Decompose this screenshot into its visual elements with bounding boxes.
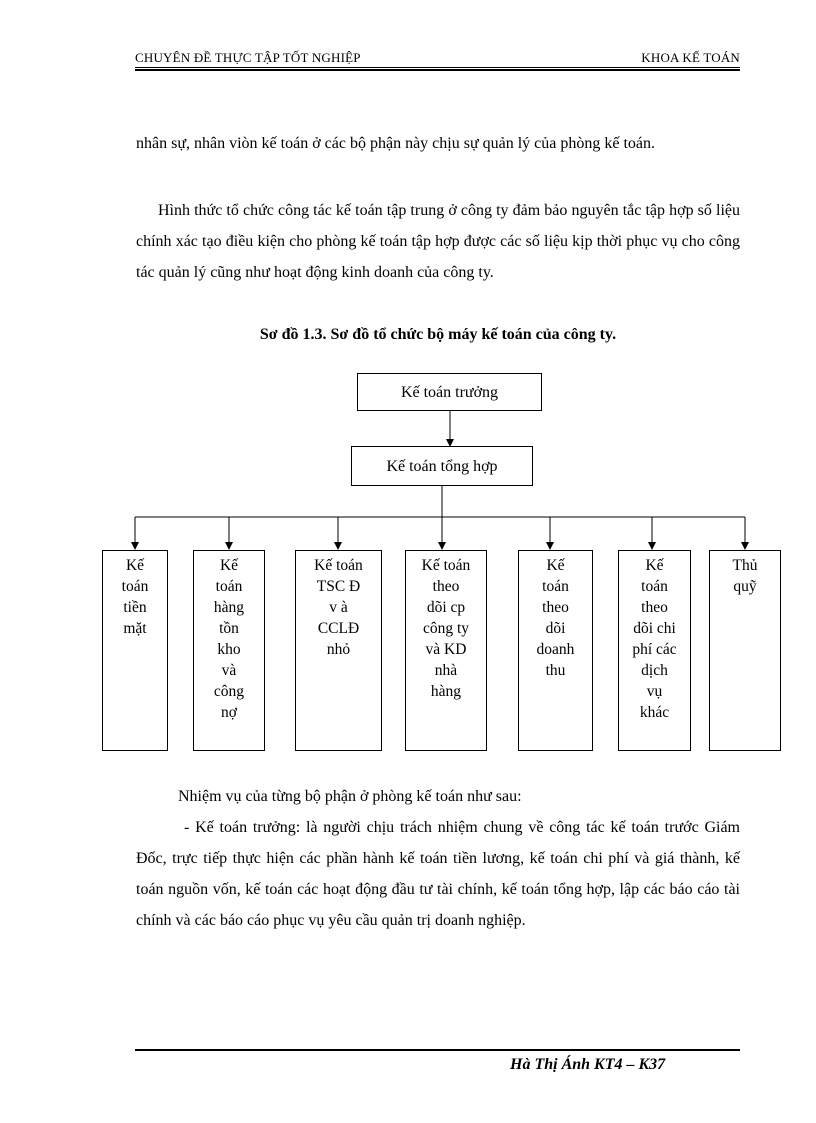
department-label-line: và KD xyxy=(425,641,467,658)
paragraph-2-text: Hình thức tổ chức công tác kế toán tập trung ở công ty đảm bảo nguyên tắc tập hợp số liệu chính xác tạo điều kiện cho phòng kế toán tập hợp được các số liệu kịp thời phục vụ cho công tác quản lý cũng như hoạt động kinh doanh của công ty. xyxy=(136,202,740,281)
department-label-line: doanh xyxy=(536,641,575,658)
department-label-line: khác xyxy=(639,704,670,721)
department-label-line: nhà xyxy=(434,662,458,679)
department-label-line: mặt xyxy=(123,620,147,637)
department-label-line: vụ xyxy=(646,683,663,700)
department-label-line: phí các xyxy=(632,641,677,658)
department-label-line: quỹ xyxy=(733,578,757,595)
department-label-line: dõi xyxy=(545,620,566,637)
box-fixed-assets-accountant xyxy=(295,550,382,751)
department-label-line: v à xyxy=(329,599,348,616)
department-label-line: toán xyxy=(542,578,569,595)
department-label-line: Kế xyxy=(125,557,145,574)
box-cash-accountant xyxy=(102,550,168,751)
department-label-line: toán xyxy=(641,578,668,595)
department-label-line: theo xyxy=(432,578,460,595)
department-label-line: dõi cp xyxy=(426,599,466,616)
department-label-line: TSC Đ xyxy=(316,578,361,595)
department-label-line: CCLĐ xyxy=(317,620,360,637)
department-label-line: nhỏ xyxy=(326,641,351,658)
department-label-line: Kế xyxy=(546,557,565,574)
department-label-line: Kế xyxy=(645,557,664,574)
paragraph-4-text: - Kế toán trưởng: là người chịu trách nhiệm chung về công tác kế toán trước Giám Đốc, trực tiếp thực hiện các phần hành kế toán tiền lương, kế toán chi phí và giá thành, kế toán nguồn vốn, kế toán các hoạt động đầu tư tài chính, kế toán tổng hợp, lập các báo cáo tài chính và các báo cáo phục vụ yêu cầu quản trị doanh nghiệp. xyxy=(136,819,740,929)
department-label-line: công xyxy=(213,683,245,700)
department-label-line: kho xyxy=(217,641,241,658)
department-label-line: toán xyxy=(215,578,243,595)
paragraph-4 xyxy=(136,812,740,936)
department-label-line: tồn xyxy=(219,620,239,637)
department-label-line: theo xyxy=(542,599,569,616)
department-label-line: hàng xyxy=(213,599,245,616)
box-general-accountant: Kế toán tổng hợp xyxy=(351,446,533,486)
department-label-line: Kế toán xyxy=(421,557,471,574)
box-chief-accountant: Kế toán trưởng xyxy=(357,373,542,411)
department-label-line: theo xyxy=(641,599,668,616)
box-inventory-debt-accountant xyxy=(193,550,265,751)
paragraph-3 xyxy=(136,781,740,812)
department-label-line: thu xyxy=(545,662,566,679)
department-label-line: công ty xyxy=(422,620,470,637)
department-label-line: và xyxy=(221,662,237,679)
department-label-line: Thủ xyxy=(732,557,758,574)
diagram-caption: Sơ đồ 1.3. Sơ đồ tổ chức bộ máy kế toán của công ty. xyxy=(259,326,617,343)
department-label-line: nợ xyxy=(221,704,237,721)
department-label-line: dõi chi xyxy=(633,620,676,637)
box-treasurer xyxy=(709,550,781,751)
header-left-title: CHUYÊN ĐỀ THỰC TẬP TỐT NGHIỆP xyxy=(135,50,361,65)
paragraph-1: nhân sự, nhân viòn kế toán ở các bộ phận này chịu sự quản lý của phòng kế toán. xyxy=(136,135,656,152)
department-label-line: hàng xyxy=(430,683,462,700)
paragraph-3-text: Nhiệm vụ của từng bộ phận ở phòng kế toán như sau: xyxy=(178,788,522,805)
department-label-line: toán xyxy=(121,578,149,595)
footer-rule xyxy=(135,1049,740,1051)
department-label-line: Kế xyxy=(219,557,239,574)
box-service-cost-accountant xyxy=(618,550,691,751)
box-revenue-accountant xyxy=(518,550,593,751)
department-label-line: tiền xyxy=(123,599,147,616)
department-label-line: Kế toán xyxy=(314,557,363,574)
header-right-title: KHOA KẾ TOÁN xyxy=(641,50,740,65)
box-cost-tracking-accountant xyxy=(405,550,487,751)
department-label-line: dịch xyxy=(641,662,668,679)
footer-author: Hà Thị Ánh KT4 – K37 xyxy=(510,1056,666,1073)
